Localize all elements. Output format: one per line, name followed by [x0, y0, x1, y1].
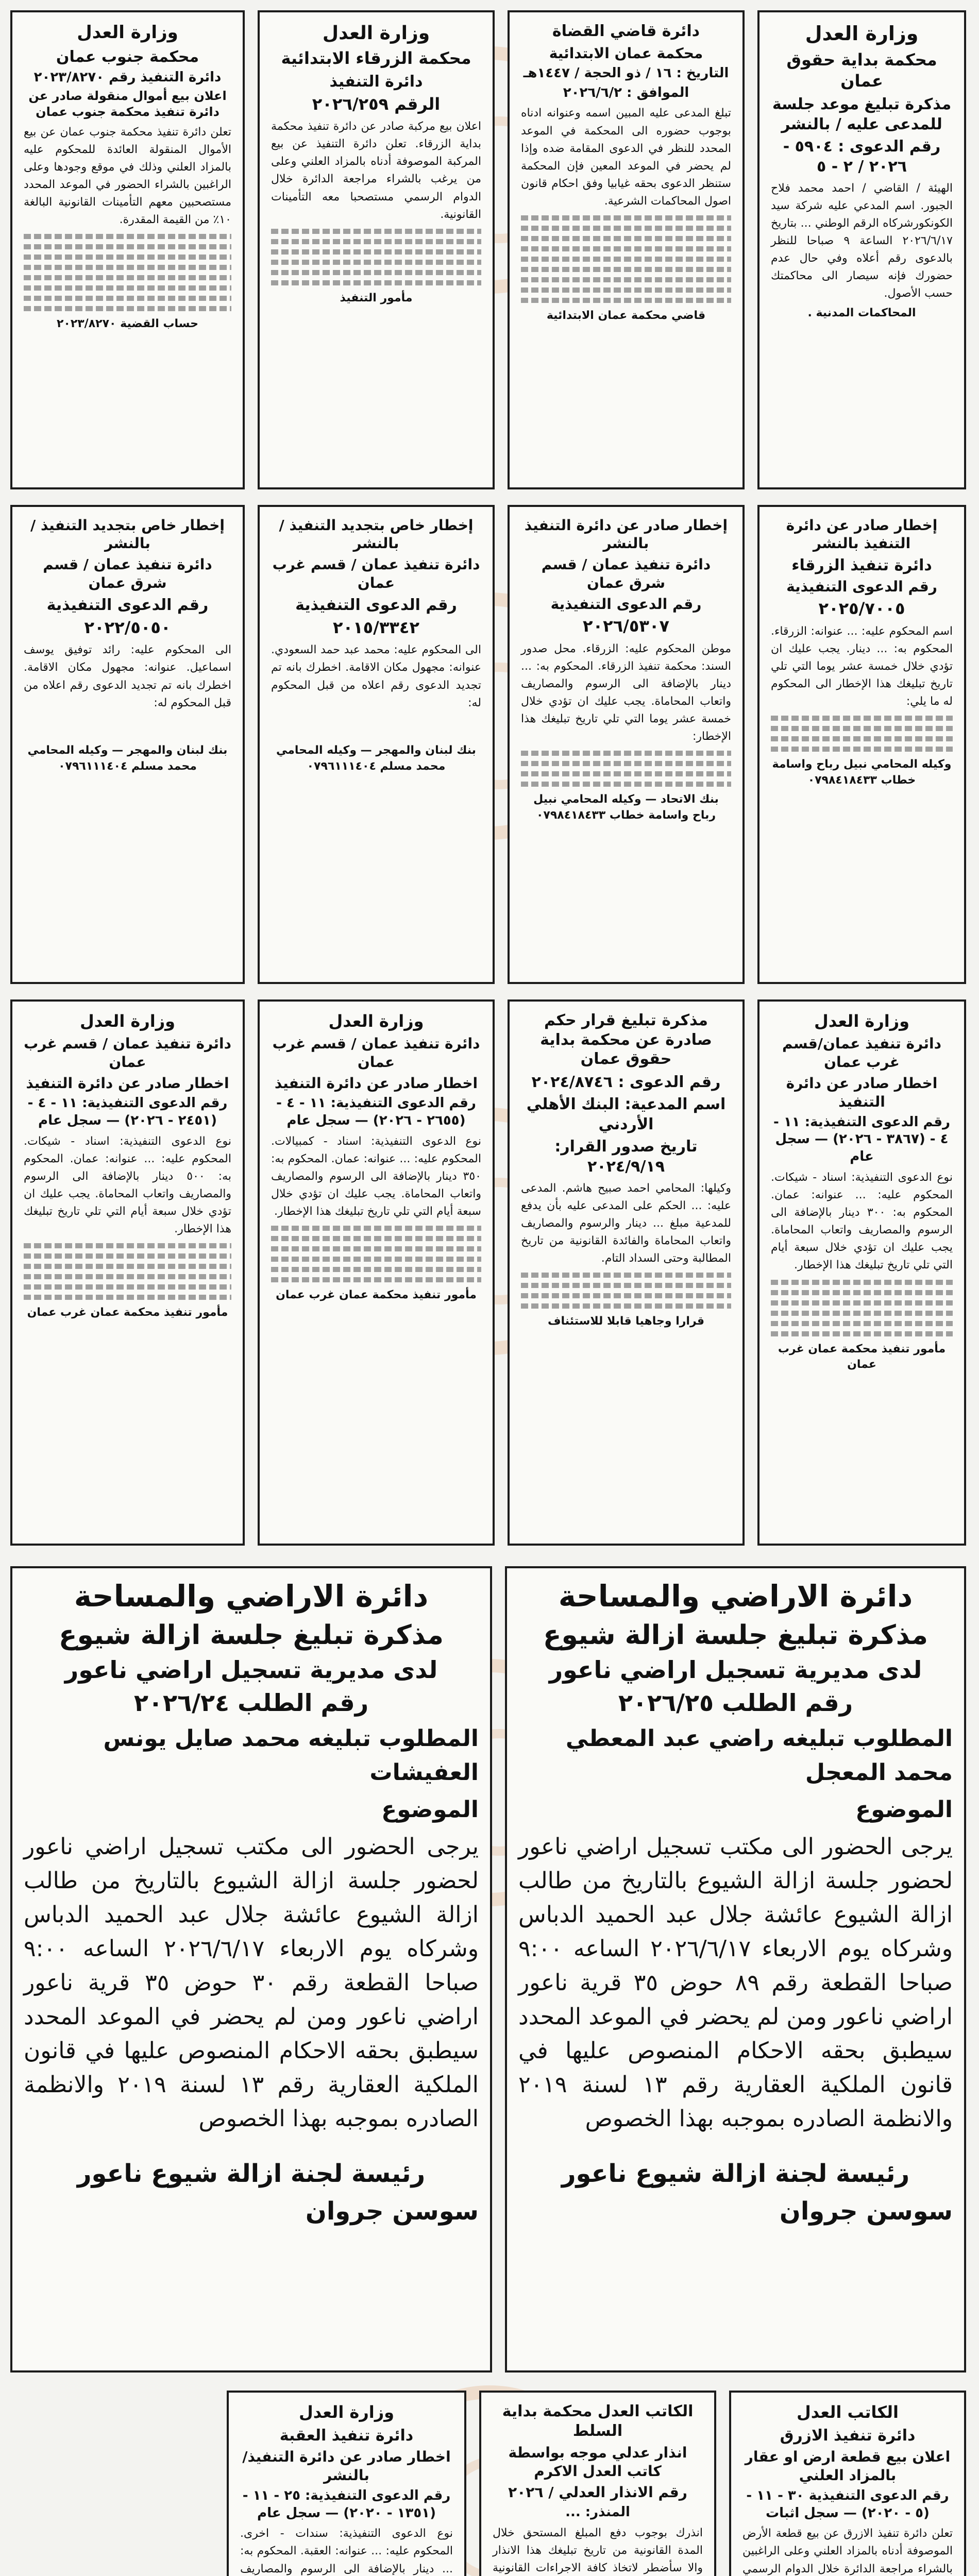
notice-court: دائرة تنفيذ عمان / قسم شرق عمان — [43, 556, 212, 592]
notice-heading: إخطار خاص بتجديد التنفيذ / بالنشر — [30, 517, 225, 552]
notice-addressee: المطلوب تبليغه راضي عبد المعطي محمد المعجل — [565, 1725, 953, 1786]
notice-addressee: المطلوب تبليغه محمد صايل يونس العفيشات — [103, 1725, 479, 1786]
notice-body: نوع الدعوى التنفيذية: سندات - اخرى. المحكوم عليه: ... عنوانه: العقبة. المحكوم به: ... دينار بالإضافة الى الرسوم والمصاريف — [240, 2527, 453, 2575]
notice-body: وكيلها: المحامي احمد صبيح هاشم. المدعى عليه: ... الحكم على المدعى عليه بأن يدفع للمدعية مبلغ ... دينار والرسوم والمصاريف واتعاب المحاماة والفائدة القانونية من تاريخ المطالبة وحتى السداد التام. — [521, 1181, 731, 1265]
notice-body: يرجى الحضور الى مكتب تسجيل اراضي ناعور لحضور جلسة ازالة الشيوع بالتاريخ من طالب ازالة الشيوع عائشة جلال عبد الحميد الدباس وشركاه يوم الاربعاء ٢٠٢٦/٦/١٧ الساعه ٩:٠٠ صباحا القطعة رقم ٣٠ حوض ٣٥ قرية ناعور اراضي ناعور ومن لم يحضر في الموعد المحدد سيطبق بحقه الاحكام المنصوص عليها في قانون الملكية العقارية رقم ١٣ لسنة ٢٠١٩ والانظمة الصادره بموجبه بهذا الخصوص — [24, 1833, 479, 2132]
notice-footer: مأمور التنفيذ — [340, 291, 413, 304]
notice-footer: حساب القضية ٢٠٢٣/٨٢٧٠ — [56, 317, 199, 331]
fine-print — [771, 716, 953, 752]
notice-heading: إخطار صادر عن دائرة التنفيذ بالنشر — [786, 517, 938, 552]
notice-execution-east-amman — [508, 505, 745, 984]
notice-date: التاريخ : ١٦ / ذو الحجة / ١٤٤٧هـ — [523, 65, 729, 81]
notice-case-number: ٢٠٢٦/٥٣٠٧ — [583, 616, 669, 636]
notice-decision-date: تاريخ صدور القرار: ٢٠٢٤/٩/١٩ — [554, 1137, 698, 1176]
notice-sharia-court — [508, 10, 745, 489]
notice-body: انذرك بوجوب دفع المبلغ المستحق خلال المدة القانونية من تاريخ تبليغك هذا الانذار والا سأضطر لاتخاذ كافة الاجراءات القانونية — [493, 2526, 703, 2575]
notice-court: محكمة جنوب عمان — [56, 47, 199, 66]
notice-land-partition-24 — [10, 1566, 492, 2372]
notice-department: لدى مديرية تسجيل اراضي ناعور — [549, 1656, 922, 1684]
notice-date-gregorian: الموافق : ٢٠٢٦/٦/٢ — [563, 84, 689, 100]
notice-subject: الموضوع — [855, 1796, 953, 1823]
notice-heading: دائرة الاراضي والمساحة — [74, 1579, 429, 1614]
notice-title: رقم الانذار العدلي / ٢٠٢٦ — [508, 2483, 687, 2501]
notice-subject: الموضوع — [381, 1796, 479, 1823]
fine-print — [271, 1226, 481, 1282]
notice-sign-name: سوسن جروان — [779, 2196, 953, 2226]
notice-title: رقم الدعوى التنفيذية — [295, 596, 457, 614]
notice-case-number: رقم الدعوى التنفيذية: ٢٥ - ١١ - (١٣٥١ - ٢٠٢٠) — سجل عام — [242, 2487, 451, 2521]
notice-heading: وزارة العدل — [805, 22, 919, 45]
notice-body: يرجى الحضور الى مكتب تسجيل اراضي ناعور لحضور جلسة ازالة الشيوع بالتاريخ من طالب ازالة الشيوع عائشة جلال عبد الحميد الدباس وشركاه يوم الاربعاء ٢٠٢٦/٦/١٧ الساعه ٩:٠٠ صباحا القطعة رقم ٨٩ حوض ٣٥ قرية ناعور اراضي ناعور ومن لم يحضر في الموعد المحدد سيطبق بحقه الاحكام المنصوص عليها في قانون الملكية العقارية رقم ١٣ لسنة ٢٠١٩ والانظمة الصادره بموجبه بهذا الخصوص — [518, 1833, 953, 2132]
notice-body: الى المحكوم عليه: محمد عبد حمد السعودي. عنوانه: مجهول مكان الاقامة. اخطرك بانه تم تجديد الدعوى رقم اعلاه من قبل المحكوم له: — [271, 643, 481, 709]
notice-footer: مأمور تنفيذ محكمة عمان غرب عمان — [276, 1289, 477, 1302]
notice-notary-warning — [479, 2391, 716, 2576]
notice-court: دائرة تنفيذ الزرقاء — [791, 556, 932, 574]
notice-heading: مذكرة تبليغ قرار حكم صادرة عن محكمة بداية حقوق عمان — [540, 1011, 712, 1068]
notice-title: رقم الدعوى التنفيذية — [550, 595, 702, 613]
notice-case-number: رقم الدعوى التنفيذية: ١١ - ٤ - (٣٨٦٧ - ٢٠٢٦) — سجل عام — [773, 1114, 950, 1165]
notice-heading: وزارة العدل — [298, 2402, 395, 2422]
notice-footer: المحاكمات المدنية . — [807, 307, 916, 320]
notice-body: الى المحكوم عليه: رائد توفيق يوسف اسماعيل. عنوانه: مجهول مكان الاقامة. اخطرك بانه تم تجديد الدعوى رقم اعلاه من قبل المحكوم له: — [24, 643, 231, 709]
notice-heading: وزارة العدل — [328, 1011, 424, 1031]
notice-court: دائرة تنفيذ عمان / قسم شرق عمان — [541, 556, 711, 592]
notice-subtitle: انذار عدلي موجه بواسطة كاتب العدل الاكرم — [508, 2444, 687, 2480]
notice-footer: قرارا وجاهيا قابلا للاستئناف — [547, 1314, 705, 1328]
notice-title: مذكرة تبليغ موعد جلسة للمدعى عليه / بالنشر — [772, 95, 952, 133]
notice-heading: دائرة قاضي القضاة — [552, 22, 700, 40]
notice-case-number: رقم الدعوى التنفيذية: ١١ - ٤ - (٢٦٥٥ - ٢٠٢٦) — سجل عام — [276, 1095, 476, 1128]
notice-court-session — [757, 10, 966, 489]
notice-title: رقم الدعوى التنفيذية — [46, 596, 209, 614]
notice-body: تبلغ المدعى عليه المبين اسمه وعنوانه ادناه بوجوب حضوره الى المحكمة في الموعد المحدد للنظر في الدعوى المقامة ضده وإذا لم يحضر في الموعد المعين فإن المحكمة ستنظر الدعوى بحقه غيابيا وفق احكام قانون اصول المحاكمات الشرعية. — [521, 107, 731, 208]
notice-court: محكمة عمان الابتدائية — [549, 44, 703, 62]
notice-footer: بنك الاتحاد — وكيله المحامي نبيل رباح واسامة خطاب ٠٧٩٨٤١٨٤٣٣ — [533, 793, 719, 822]
fine-print — [24, 234, 231, 311]
notice-case-number: رقم الدعوى التنفيذية: ١١ - ٤ - (٢٤٥١ - ٢٠٢٦) — سجل عام — [27, 1095, 228, 1128]
notice-heading: وزارة العدل — [77, 22, 178, 43]
notice-request-number: رقم الطلب ٢٠٢٦/٢٥ — [618, 1688, 853, 1717]
notice-judgment — [508, 999, 745, 1546]
notice-subtitle: اعلان بيع أموال منقولة صادر عن دائرة تنفيذ محكمة جنوب عمان — [28, 89, 227, 120]
notice-title: مذكرة تبليغ جلسة ازالة شيوع — [59, 1619, 444, 1651]
notice-title: دائرة التنفيذ رقم ٢٠٢٣/٨٢٧٠ — [33, 69, 222, 85]
fine-print — [521, 1273, 731, 1309]
notice-heading: إخطار خاص بتجديد التنفيذ / بالنشر — [279, 517, 474, 552]
notice-heading: الكاتب العدل محكمة بداية السلط — [502, 2402, 694, 2440]
notice-title: رقم الدعوى التنفيذية — [786, 578, 937, 595]
notice-court: دائرة تنفيذ العقبة — [279, 2427, 414, 2445]
notice-title: اخطار صادر عن دائرة التنفيذ — [274, 1074, 478, 1092]
notice-body: تعلن دائرة تنفيذ محكمة جنوب عمان عن بيع الأموال المنقولة العائدة للمحكوم عليه بالمزاد العلني وذلك في موقع وجودها وعلى الراغبين بالشراء الحضور في الموعد المحدد مستصحبين معهم التأمينات القانونية البالغة ١٠٪ من القيمة المقدرة. — [24, 125, 231, 227]
notice-court: محكمة الزرقاء الابتدائية — [281, 48, 471, 68]
notice-body: اعلان بيع مركبة صادر عن دائرة تنفيذ محكمة بداية الزرقاء. تعلن دائرة التنفيذ عن بيع المركبة الموصوفة أدناه بالمزاد العلني وعلى من يرغب بالشراء مراجعة الدائرة خلال الدوام الرسمي مستصحبا معه التأمينات القانونية. — [271, 120, 481, 221]
notice-sign-name: سوسن جروان — [305, 2196, 479, 2226]
notice-title: اخطار صادر عن دائرة التنفيذ — [26, 1074, 229, 1092]
notice-court: دائرة تنفيذ الازرق — [780, 2427, 916, 2445]
notice-sign-title: رئيسة لجنة ازالة شيوع ناعور — [77, 2159, 426, 2188]
notice-west-amman-3 — [10, 999, 245, 1546]
notice-case-number: ٢٠٢٥/٧٠٠٥ — [818, 599, 905, 619]
notice-footer: مأمور تنفيذ محكمة عمان غرب عمان — [27, 1306, 228, 1319]
fine-print — [521, 751, 731, 787]
notice-land-partition-25 — [505, 1566, 966, 2372]
notice-body: نوع الدعوى التنفيذية: اسناد - شيكات. المحكوم عليه: ... عنوانه: عمان. المحكوم به: ٣٠٠ دينار بالإضافة الى الرسوم والمصاريف واتعاب المحاماة. يجب عليك ان تؤدي خلال سبعة أيام التي تلي تاريخ تبليغك هذا الإخطار. — [771, 1171, 953, 1272]
notice-title: دائرة التنفيذ — [329, 72, 423, 91]
notice-heading: الكاتب العدل — [797, 2402, 899, 2422]
notice-west-amman-2 — [258, 999, 495, 1546]
notice-title: اخطار صادر عن دائرة التنفيذ/بالنشر — [242, 2448, 451, 2484]
notice-footer: قاضي محكمة عمان الابتدائية — [546, 309, 706, 323]
notice-body: الهيئة / القاضي / احمد محمد فلاح الجبور. اسم المدعي عليه شركة سيد الكونكورشركاه الرقم الوطني ... بتاريخ ٢٠٢٦/٦/١٧ الساعة ٩ صباحا للنظر بالدعوى رقم أعلاه وفي حال عدم حضورك فإنه سيصار الى محاكمتك حسب الأصول. — [771, 181, 953, 300]
notice-heading: إخطار صادر عن دائرة التنفيذ بالنشر — [524, 517, 728, 552]
notice-warner: المنذر: ... — [565, 2504, 630, 2520]
notice-title: اعلان بيع قطعة ارض او عقار بالمزاد العلني — [745, 2448, 951, 2484]
notice-body: اسم المحكوم عليه: ... عنوانه: الزرقاء. المحكوم به: ... دينار. يجب عليك ان تؤدي خلال خمسة عشر يوما التي تلي تاريخ تبليغك هذا الإخطار الى المحكوم له ما يلي: — [771, 624, 953, 708]
notice-court: دائرة تنفيذ عمان/قسم غرب عمان — [782, 1035, 941, 1071]
notice-case-number: رقم الدعوى : ٢٠٢٤/٨٧٤٦ — [531, 1073, 721, 1091]
notice-west-amman-1 — [757, 999, 966, 1546]
notice-body: نوع الدعوى التنفيذية: اسناد - كمبيالات. المحكوم عليه: ... عنوانه: عمان. المحكوم به: ٣٥٠ دينار بالإضافة الى الرسوم والمصاريف واتعاب المحاماة. يجب عليك ان تؤدي خلال سبعة أيام التي تلي تاريخ تبليغك هذا الإخطار. — [271, 1134, 481, 1218]
notice-court: دائرة تنفيذ عمان / قسم غرب عمان — [272, 556, 480, 592]
notice-heading: دائرة الاراضي والمساحة — [558, 1579, 913, 1614]
notice-request-number: رقم الطلب ٢٠٢٦/٢٤ — [133, 1688, 369, 1717]
notice-case-number: ٢٠١٥/٣٣٤٢ — [333, 617, 419, 637]
notice-heading: وزارة العدل — [322, 23, 430, 44]
notice-case-number: ٢٠٢٢/٥٠٥٠ — [84, 617, 171, 637]
notice-renewal-east-amman — [10, 505, 245, 984]
notice-title: اخطار صادر عن دائرة التنفيذ — [786, 1074, 938, 1111]
fine-print — [771, 1280, 953, 1336]
notice-title: مذكرة تبليغ جلسة ازالة شيوع — [543, 1619, 928, 1651]
notice-body: نوع الدعوى التنفيذية: اسناد - شيكات. المحكوم عليه: ... عنوانه: عمان. المحكوم به: ٥٠٠ دينار بالإضافة الى الرسوم والمصاريف واتعاب المحاماة. يجب عليك ان تؤدي خلال سبعة أيام التي تلي تاريخ تبليغك هذا الإخطار. — [24, 1134, 231, 1236]
notice-footer: بنك لبنان والمهجر — وكيله المحامي محمد مسلم ٠٧٩٦١١١٤٠٤ — [276, 743, 476, 773]
notice-heading: وزارة العدل — [79, 1011, 176, 1031]
notice-department: لدى مديرية تسجيل اراضي ناعور — [64, 1656, 438, 1684]
notice-heading: وزارة العدل — [814, 1011, 910, 1031]
notice-body: موطن المحكوم عليه: الزرقاء. محل صدور السند: محكمة تنفيذ الزرقاء. المحكوم به: ... دينار بالإضافة الى الرسوم والمصاريف واتعاب المحاماة. يجب عليك ان تؤدي خلال خمسة عشر يوما التي تلي تاريخ تبليغك هذا الإخطار: — [521, 642, 731, 743]
notice-case-number: رقم الدعوى التنفيذية ٣٠ - ١١ - (٥ - ٢٠٢٠) — سجل اثبات — [746, 2487, 949, 2521]
fine-print — [521, 215, 731, 303]
fine-print — [24, 1243, 231, 1300]
notice-aqaba-execution — [227, 2391, 466, 2576]
notice-vehicle-sale — [258, 10, 495, 489]
notice-movable-sale — [10, 10, 245, 489]
fine-print — [271, 229, 481, 285]
notice-sign-title: رئيسة لجنة ازالة شيوع ناعور — [561, 2159, 910, 2188]
notice-footer: وكيله المحامي نبيل رباح واسامة خطاب ٠٧٩٨٤١٨٤٣٣ — [772, 758, 952, 787]
notice-azraq-land-sale — [729, 2391, 966, 2576]
notice-footer: مأمور تنفيذ محكمة عمان غرب عمان — [778, 1342, 946, 1371]
notice-plaintiff: اسم المدعية: البنك الأهلي الأردني — [526, 1095, 726, 1133]
notice-footer: بنك لبنان والمهجر — وكيله المحامي محمد مسلم ٠٧٩٦١١١٤٠٤ — [27, 743, 228, 773]
notice-case-number: رقم الدعوى : ٥٩٠٤ - ٢٠٢٦ / ٢ - ٥ — [783, 137, 941, 176]
notice-body: تعلن دائرة تنفيذ الازرق عن بيع قطعة الأرض الموصوفة أدناه بالمزاد العلني وعلى الراغبين بالشراء مراجعة الدائرة خلال الدوام الرسمي — [742, 2527, 953, 2575]
notice-court: محكمة بداية حقوق عمان — [786, 49, 937, 91]
notice-execution-zarqa — [757, 505, 966, 984]
notice-court: دائرة تنفيذ عمان / قسم غرب عمان — [24, 1035, 231, 1071]
notice-renewal-west-amman — [258, 505, 495, 984]
notice-case-number: الرقم ٢٠٢٦/٢٥٩ — [312, 94, 441, 114]
notice-court: دائرة تنفيذ عمان / قسم غرب عمان — [272, 1035, 480, 1071]
